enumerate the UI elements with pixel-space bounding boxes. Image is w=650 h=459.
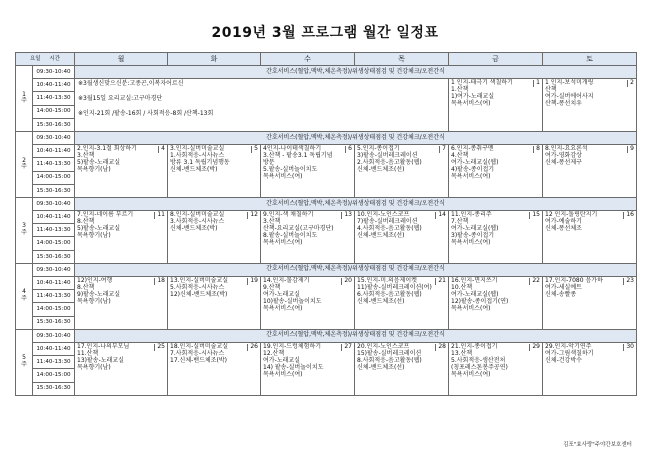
activity-line: 2.인지-3.1절 회상하기: [77, 145, 137, 153]
activity-line: 21.인지-종이접기: [451, 342, 498, 350]
activity-line: 목욕서비스(여): [451, 172, 491, 180]
activity-line: 산책-요리교실(고구마경단): [263, 224, 334, 232]
monthly-schedule-table: [15, 52, 637, 396]
day-number: 15: [529, 212, 540, 219]
schedule-row: [16, 263, 637, 276]
activity-line: 3.산책: [77, 152, 95, 160]
activity-line: 여가-노래교실: [263, 290, 300, 298]
header-week-label: 요일: [29, 55, 41, 62]
schedule-row: [16, 79, 637, 92]
day-number: 19: [247, 278, 258, 285]
day-cell-thu: [355, 342, 449, 395]
day-cell-fri: [449, 145, 543, 198]
time-slot: 10:40-11:40: [33, 211, 75, 224]
schedule-body: [16, 66, 637, 396]
time-slot: 15:30-16:30: [33, 250, 75, 263]
activity-line: 15)팥송-실버레크레이션: [357, 349, 422, 357]
day-cell-mon: [75, 342, 168, 395]
activity-line: 1 인지-보석미개링: [545, 79, 594, 87]
activity-line: 3.산책: [263, 217, 281, 225]
time-slot: 11:40-13:30: [33, 356, 75, 369]
activity-line: 8.인지-요요론석: [545, 145, 588, 153]
day-cell-mon: [75, 277, 168, 330]
day-cell-mon: [75, 211, 168, 264]
activity-line: 7)팥송-실버레크레이션: [357, 217, 418, 225]
activity-line: 8.사회적응-음고활동(웹): [357, 356, 422, 364]
day-number: 1: [533, 80, 540, 87]
activity-line: 신체-퐁선체조: [545, 224, 582, 232]
schedule-row: [16, 145, 637, 158]
time-slot: 09:30-10:40: [33, 66, 75, 79]
time-slot: 09:30-10:40: [33, 131, 75, 144]
day-cell-tue: [168, 145, 261, 198]
day-number: 21: [435, 278, 446, 285]
day-cell-wed: [261, 145, 355, 198]
activity-line: 신체-송빨종: [545, 290, 577, 298]
day-number: 6: [345, 146, 352, 153]
week-label: [16, 197, 33, 263]
day-number: 27: [341, 344, 352, 351]
day-number: 28: [435, 344, 446, 351]
activity-line: 여가-노래교실(웹): [451, 158, 499, 166]
activity-line: 목욕서비스(여): [263, 238, 303, 246]
week-label-part: 5: [22, 354, 26, 362]
activity-line: 6.사회적응-음고활동(웹): [357, 290, 422, 298]
week-label: [16, 263, 33, 329]
week-label-part: 주: [21, 295, 27, 303]
activity-line: 여가-예술하기: [545, 217, 582, 225]
activity-line: 14) 팥송-실버놀이치도: [263, 363, 324, 371]
activity-line: 29.인지-악기연주: [545, 342, 592, 350]
page-title: 2019년 3월 프로그램 월간 일정표: [211, 25, 439, 41]
activity-line: 여가-그림색칠하기: [545, 349, 594, 357]
time-slot: 15:30-16:30: [33, 184, 75, 197]
week-label: [16, 329, 33, 395]
activity-line: 11.인지-종리주: [451, 211, 492, 219]
activity-line: 신체-퐁선제구: [545, 158, 582, 166]
daily-care-banner: 간호서비스(혈압,맥박,체온측정)/위생상태점검 및 건강체크/오전간식: [75, 66, 637, 79]
header-corner: [16, 53, 75, 66]
activity-line: 목욕향기(남): [77, 231, 111, 239]
day-cell-sat: [543, 211, 637, 264]
day-number: 8: [533, 146, 540, 153]
time-slot: 10:40-11:40: [33, 342, 75, 355]
time-slot: 11:40-13:30: [33, 158, 75, 171]
activity-line: 8.인지-실버미술교실: [170, 211, 225, 219]
activity-line: 4.사회적응-음고활동(웹): [357, 224, 422, 232]
time-slot: 14:00-15:00: [33, 303, 75, 316]
activity-line: 5.인지-종이접기: [357, 145, 400, 153]
day-number: 13: [341, 212, 352, 219]
activity-line: 1.산책: [451, 86, 469, 94]
activity-line: 17.신체-밴드체조(박): [170, 356, 227, 364]
day-cell-wed: [261, 277, 355, 330]
week-label-part: 주: [21, 163, 27, 171]
time-slot: 09:30-10:40: [33, 197, 75, 210]
header-time-label: 시간: [49, 55, 61, 62]
activity-line: 신체-밴드체조(박): [170, 165, 218, 173]
activity-line: 2.사회적응-음고활동(웹): [357, 158, 422, 166]
activity-line: 산책: [545, 86, 557, 94]
activity-line: 4)팥송-종이접기: [451, 165, 495, 173]
day-number: 30: [623, 344, 634, 351]
day-number: 12: [247, 212, 258, 219]
activity-line: 11)팥송-실버레크레이션(여): [357, 283, 432, 291]
activity-line: 목욕서비스(여): [451, 304, 491, 312]
day-cell-wed: [261, 342, 355, 395]
day-cell-tue: [168, 211, 261, 264]
activity-line: 5)팥송-노래교실: [77, 224, 121, 232]
activity-line: 10)팥송-실버놀이치도: [263, 297, 322, 305]
activity-line: 신체-밴드체조(선): [357, 363, 405, 371]
day-number: 18: [154, 278, 165, 285]
activity-line: 11.산책: [77, 349, 99, 357]
time-slot: 14:00-15:00: [33, 171, 75, 184]
schedule-row: [16, 342, 637, 355]
activity-line: 3.사회적응-시사뉴스: [170, 217, 225, 225]
week-label-part: 주: [21, 361, 27, 369]
time-slot: 11:40-13:30: [33, 92, 75, 105]
activity-line: 신체-건강박수: [545, 356, 582, 364]
day-number: 29: [529, 344, 540, 351]
activity-line: (칭포레스톤봉주공연): [451, 363, 508, 371]
day-number: 14: [435, 212, 446, 219]
time-slot: 15:30-16:30: [33, 118, 75, 131]
activity-line: 여가-노래교실(웹): [451, 224, 499, 232]
activity-line: 목욕서비스(여): [451, 370, 491, 378]
activity-line: 3)팥송-실버레크레이션: [357, 152, 418, 160]
schedule-row: [16, 197, 637, 210]
day-number: 9: [627, 146, 634, 153]
activity-line: 7.산책: [451, 217, 469, 225]
day-number: 22: [529, 278, 540, 285]
day-cell-sat: [543, 145, 637, 198]
activity-line: 8.산책: [77, 217, 95, 225]
week-label-part: 2: [22, 156, 26, 164]
day-cell-fri: [449, 79, 543, 132]
activity-line: 목욕서비스(여): [263, 304, 303, 312]
header-row: [16, 53, 637, 66]
activity-line: 5.사회적응-시사뉴스: [170, 283, 225, 291]
activity-line: 13.인지-실버미술교실: [170, 277, 229, 284]
schedule-row: [16, 66, 637, 79]
activity-line: 목욕향기(남): [77, 363, 111, 371]
day-cell-fri: [449, 277, 543, 330]
day-number: 23: [623, 278, 634, 285]
daily-care-banner: 간호서비스(혈압,맥박,체온측정)/위생상태점검 및 건강체크/오전간식: [75, 131, 637, 144]
header-day-wed: 수: [261, 53, 355, 66]
day-cell-wed: [261, 211, 355, 264]
activity-line: 9.산책: [263, 283, 281, 291]
header-day-mon: 월: [75, 53, 168, 66]
activity-line: 여가-세실예트: [545, 283, 582, 291]
week-label: [16, 66, 33, 132]
day-number: 25: [154, 344, 165, 351]
activity-line: 3)팥송-종이접기: [451, 231, 495, 239]
day-cell-sat: [543, 79, 637, 132]
activity-line: 9)팥송-노래교실: [77, 290, 121, 298]
activity-line: 신체-밴드체조(선): [357, 231, 405, 239]
activity-line: 방류 3.1 독립기념행동: [170, 158, 230, 166]
header-day-fri: 금: [449, 53, 543, 66]
time-slot: 10:40-11:40: [33, 145, 75, 158]
activity-line: 9.인지-색 채칠하기: [263, 211, 314, 219]
daily-care-banner: 간호서비스(혈압,맥박,체온측정)/위생상태점검 및 건강체크/오전간식: [75, 329, 637, 342]
activity-line: 여가-노래교실(웹): [451, 290, 499, 298]
activity-line: 13)팥송-노래교실: [77, 356, 124, 364]
activity-line: 12)인지-여행: [77, 277, 113, 284]
activity-line: 목욕향기(남): [77, 297, 111, 305]
time-slot: 14:00-15:00: [33, 369, 75, 382]
activity-line: 1)여가-노래교실: [451, 92, 495, 100]
activity-line: 3.인지-실버미술교실: [170, 145, 225, 153]
week-label-part: 1: [22, 90, 26, 98]
activity-line: 여가-노래교실: [263, 356, 300, 364]
time-slot: 11:40-13:30: [33, 224, 75, 237]
note-line: ※3월15일 요리교실:고구마경단: [78, 95, 163, 103]
day-cell-sat: [543, 342, 637, 395]
activity-line: 16.인지-면지쓰기: [451, 277, 498, 284]
activity-line: 목욕서비스(여): [263, 370, 303, 378]
day-cell-tue: [168, 277, 261, 330]
week-label-part: 4: [22, 288, 26, 296]
time-slot: 10:40-11:40: [33, 79, 75, 92]
daily-care-banner: 간호서비스(혈압,맥박,체온측정)/위생상태점검 및 건강체크/오전간식: [75, 197, 637, 210]
note-line: ※인지-21회 /팥송-16회 / 사회적응-8회 /산책-13회: [78, 109, 214, 117]
activity-line: 14.인지-물감제기: [263, 277, 310, 284]
activity-line: 19.인지-드렁체험하기: [263, 342, 322, 350]
schedule-row: [16, 329, 637, 342]
time-slot: 15:30-16:30: [33, 316, 75, 329]
activity-line: 15.인지-미.의음제이켓: [357, 277, 417, 284]
header-day-sat: 토: [543, 53, 637, 66]
activity-line: 5)팥송-노래교실: [77, 158, 121, 166]
day-number: 2: [627, 80, 634, 87]
activity-line: 10.인지-노인스코프: [357, 211, 410, 219]
schedule-row: [16, 211, 637, 224]
activity-line: 8.팥송-실버놀이치도: [263, 231, 318, 239]
day-cell-sat: [543, 277, 637, 330]
week-label: [16, 131, 33, 197]
activity-line: 신체-밴드체조(선): [357, 297, 405, 305]
week-label-part: 3: [22, 222, 26, 230]
day-number: 26: [247, 344, 258, 351]
activity-line: 목욕향기(남): [77, 165, 111, 173]
day-number: 7: [439, 146, 446, 153]
schedule-row: [16, 131, 637, 144]
time-slot: 14:00-15:00: [33, 237, 75, 250]
activity-line: 7.사회적응-시사뉴스: [170, 349, 225, 357]
activity-line: 17.인지-나의부모님: [77, 342, 130, 350]
activity-line: 12)신체-밴드체조(박): [170, 290, 228, 298]
activity-line: 12 인지-돌링탄지기: [545, 211, 598, 219]
activity-line: 목욕서비스(여): [451, 238, 491, 246]
note-line: ※3월생신맞으신분:고종곤,이복자어르신: [78, 80, 184, 88]
day-number: 16: [623, 212, 634, 219]
time-slot: 09:30-10:40: [33, 263, 75, 276]
day-cell-thu: [355, 211, 449, 264]
activity-line: 5.사회적응-생산전처: [451, 356, 506, 364]
activity-line: 18.인지-실버미술교실: [170, 342, 229, 350]
day-cell-tue: [168, 342, 261, 395]
daily-care-banner: 간호서비스(혈압,맥박,체온측정)/위생상태점검 및 건강체크/오전간식: [75, 263, 637, 276]
activity-line: 1.사회적응-시사뉴스: [170, 152, 225, 160]
monthly-notes: [75, 79, 449, 132]
activity-line: 8.산책: [77, 283, 95, 291]
day-cell-fri: [449, 211, 543, 264]
activity-line: 10.산책: [451, 283, 473, 291]
activity-line: 여가-영화감상: [545, 152, 582, 160]
schedule-row: [16, 277, 637, 290]
activity-line: 방문: [263, 158, 275, 166]
activity-line: 12.산책: [263, 349, 285, 357]
time-slot: 11:40-13:30: [33, 290, 75, 303]
week-label-part: 주: [21, 229, 27, 237]
footer-center-name: 김포"효사랑"주야간보호센터: [563, 442, 632, 448]
time-slot: 14:00-15:00: [33, 105, 75, 118]
activity-line: 13.산책: [451, 349, 473, 357]
activity-line: 신체-밴드체조(박): [170, 224, 218, 232]
activity-line: 17.인지-7080 음가하: [545, 277, 603, 284]
activity-line: 5.팥송-실버놀이치도: [263, 165, 318, 173]
activity-line: 4.산책: [451, 152, 469, 160]
activity-line: 20.인지-노인스코프: [357, 342, 410, 350]
header-day-thu: 목: [355, 53, 449, 66]
activity-line: 3.산책 - 팥송3.1 독립기념: [263, 152, 333, 160]
day-cell-thu: [355, 277, 449, 330]
time-slot: 09:30-10:40: [33, 329, 75, 342]
day-number: 11: [154, 212, 165, 219]
activity-line: 12)팥송-종이접기(연): [451, 297, 509, 305]
activity-line: 1 인지-태극기 색칠하기: [451, 79, 513, 87]
time-slot: 10:40-11:40: [33, 277, 75, 290]
activity-line: 7.인지-네이름 부르기: [77, 211, 134, 219]
day-number: 20: [341, 278, 352, 285]
day-cell-mon: [75, 145, 168, 198]
activity-line: 4인지-나이테색칠하기: [263, 145, 322, 153]
activity-line: 여가-실버에어사지: [545, 92, 594, 100]
activity-line: 산책-퐁선치우: [545, 99, 582, 107]
day-cell-fri: [449, 342, 543, 395]
day-cell-thu: [355, 145, 449, 198]
time-slot: 15:30-16:30: [33, 382, 75, 395]
activity-line: 목욕서비스(여): [263, 172, 303, 180]
day-number: 5: [251, 146, 258, 153]
activity-line: 신체-밴드체조(선): [357, 165, 405, 173]
day-number: 4: [158, 146, 165, 153]
header-day-tue: 화: [168, 53, 261, 66]
activity-line: 6.인지-종취구멘: [451, 145, 494, 153]
week-label-part: 주: [21, 97, 27, 105]
activity-line: 목욕서비스(여): [451, 99, 491, 107]
